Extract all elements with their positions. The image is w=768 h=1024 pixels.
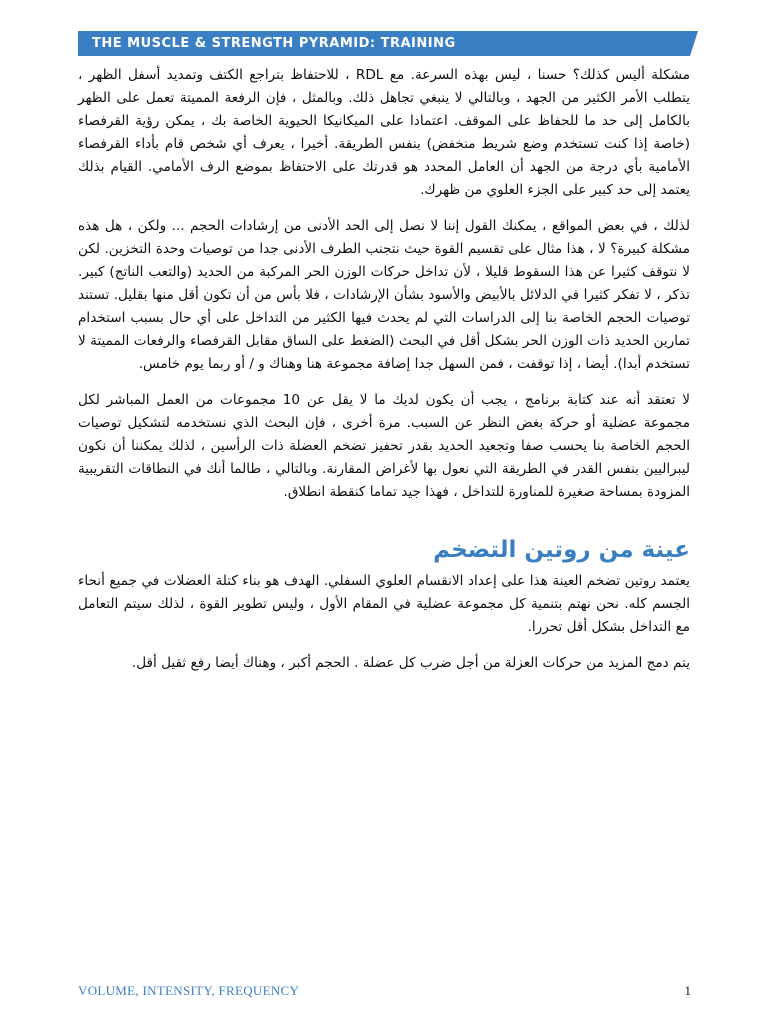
section-paragraph: يعتمد روتين تضخم العينة هذا على إعداد الانقسام العلوي السفلي. الهدف هو بناء كتلة العضلات في جميع أنحاء الجسم كله. نحن نهتم بتنمية كل مجموعة عضلية في المقام الأول ، وليس تطوير القوة ، لذلك سيتم التعامل مع التداخل بشكل أقل تحررا.: [78, 573, 690, 635]
body-paragraph: لذلك ، في بعض المواقع ، يمكنك القول إننا لا نصل إلى الحد الأدنى من إرشادات الحجم ... ولكن ، هل هذه مشكلة كبيرة؟ لا ، هذا مثال على تقسيم القوة حيث نتجنب الطرف الأدنى جدا من توصيات وحدة التخزين. لكن لا نتوقف كثيرا عن هذا السقوط قليلا ، لأن تداخل حركات الوزن الحر المركبة من الحديد (والتعب الناتج) كبير. تذكر ، لا تفكر كثيرا في الدلائل بالأبيض والأسود بشأن الإرشادات ، فلا بأس من أن تكون أقل منها بقليل. تستند توصيات الحجم الخاصة بنا إلى الدراسات التي لم يحدث فيها الكثير من التداخل على أي حال بسبب استخدام تمارين الحديد ذات الوزن الحر بشكل أقل في البحث (الضغط على الساق مقابل القرفصاء والرفعات المميتة لا تستخدم أبدا). أيضا ، إذا توقفت ، فمن السهل جدا إضافة مجموعة هنا وهناك و / أو ربما يوم خامس.: [78, 218, 690, 372]
header-bar: [78, 31, 690, 56]
page-number: 1: [684, 983, 691, 998]
header-title: THE MUSCLE & STRENGTH PYRAMID: TRAINING: [92, 36, 456, 51]
footer-running-title: VOLUME, INTENSITY, FREQUENCY: [78, 983, 300, 998]
body-paragraph: لا تعتقد أنه عند كتابة برنامج ، يجب أن يكون لديك ما لا يقل عن 10 مجموعات من العمل المباشر لكل مجموعة عضلية أو حركة بغض النظر عن السبب. مرة أخرى ، فإن البحث الذي نستخدمه لتشكيل توصيات الحجم الخاصة بنا يحسب صفا وتجعيد الحديد بقدر تحفيز تضخم العضلة ذات الرأسين ، لذلك يمكننا أن نكون ليبراليين بنفس القدر في الطريقة التي نعول بها لأغراض المقارنة. وبالتالي ، طالما أنك في النطاقات التقريبية المزودة بمساحة صغيرة للمناورة للتداخل ، فهذا جيد تماما كنقطة انطلاق.: [78, 392, 690, 500]
section-heading: عينة من روتين التضخم: [433, 537, 690, 563]
section-paragraph: يتم دمج المزيد من حركات العزلة من أجل ضرب كل عضلة . الحجم أكبر ، وهناك أيضا رفع ثقيل أقل.: [131, 655, 690, 671]
body-paragraph: مشكلة أليس كذلك؟ حسنا ، ليس بهذه السرعة. مع RDL ، للاحتفاظ بتراجع الكتف وتمديد أسفل الظهر ، يتطلب الأمر الكثير من الجهد ، وبالتالي لا ينبغي تجاهل ذلك. وبالمثل ، فإن الرفعة المميتة تعمل على الظهر بالكامل إلى حد ما للحفاظ على الموقف. اعتمادا على الميكانيكا الحيوية الخاصة بك ، يمكن رؤية القرفصاء (خاصة إذا كنت تستخدم وضع شريط منخفض) بنفس الطريقة. أخيرا ، يعرف أي شخص قام بأداء القرفصاء الأمامية بأي درجة من الجهد أن العامل المحدد هو قدرتك على الاحتفاظ بموضع الرف الأمامي. القيام بذلك يعتمد إلى حد كبير على الجزء العلوي من ظهرك.: [78, 67, 690, 198]
page-body: [78, 64, 690, 688]
